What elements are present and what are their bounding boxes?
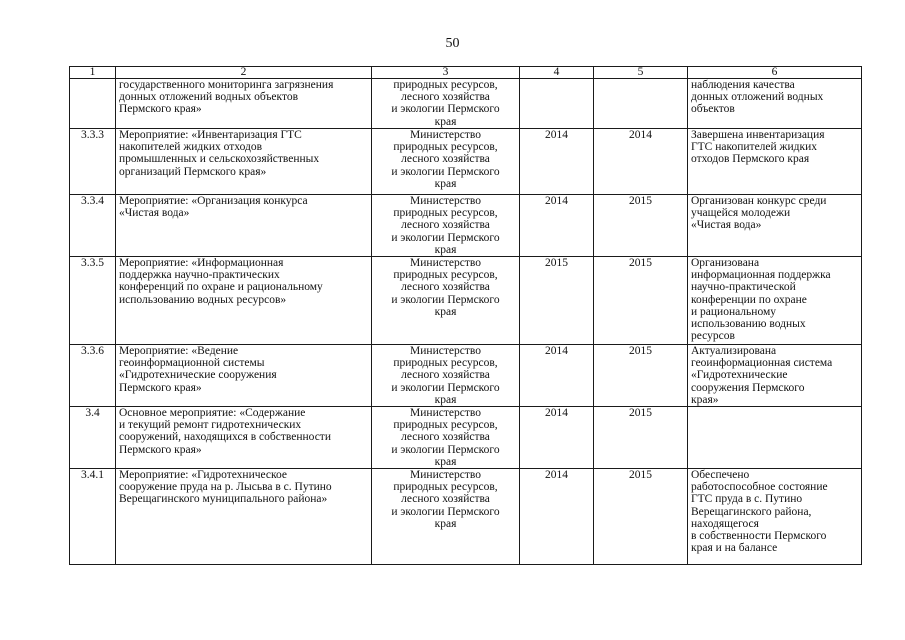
start-year: 2015 — [545, 257, 568, 270]
expected-result: наблюдения качества донных отложений водных объектов — [691, 79, 824, 116]
expected-result: Актуализирована геоинформационная система «Гидротехнические сооружения Пермского края» — [691, 345, 833, 406]
end-year: 2015 — [629, 407, 652, 420]
row-number-cell — [70, 469, 116, 565]
responsible-executor: Министерство природных ресурсов, лесного хозяйства и экологии Пермского края — [391, 257, 500, 318]
table-row — [70, 407, 862, 469]
end-year-cell — [594, 469, 688, 565]
expected-result-cell — [688, 195, 862, 257]
end-year: 2015 — [629, 469, 652, 482]
activity-name-cell — [116, 79, 372, 129]
activity-name-cell — [116, 469, 372, 565]
responsible-executor-cell — [372, 407, 520, 469]
end-year-cell — [594, 129, 688, 195]
row-number: 3.3.5 — [81, 257, 104, 270]
header-row — [70, 67, 862, 79]
responsible-executor: Министерство природных ресурсов, лесного хозяйства и экологии Пермского края — [391, 129, 500, 190]
start-year-cell — [520, 129, 594, 195]
start-year-cell — [520, 469, 594, 565]
table-body — [70, 79, 862, 565]
header-col-2: 2 — [116, 67, 372, 79]
header-col-4: 4 — [520, 67, 594, 79]
header-col-3: 3 — [372, 67, 520, 79]
expected-result-cell — [688, 345, 862, 407]
activity-name: Мероприятие: «Организация конкурса «Чистая вода» — [119, 195, 308, 220]
responsible-executor-cell — [372, 79, 520, 129]
page-number: 50 — [445, 36, 460, 51]
expected-result: Обеспечено работоспособное состояние ГТС пруда в с. Путино Верещагинского района, находящегося в собственности Пермского края и на балансе — [691, 469, 828, 555]
table-row — [70, 345, 862, 407]
start-year-cell — [520, 345, 594, 407]
responsible-executor-cell — [372, 129, 520, 195]
end-year-cell — [594, 407, 688, 469]
responsible-executor-cell — [372, 195, 520, 257]
responsible-executor: Министерство природных ресурсов, лесного хозяйства и экологии Пермского края — [391, 195, 500, 256]
responsible-executor-cell — [372, 345, 520, 407]
activity-name-cell — [116, 195, 372, 257]
start-year-cell — [520, 195, 594, 257]
start-year-cell — [520, 407, 594, 469]
activity-name: Основное мероприятие: «Содержание и текущий ремонт гидротехнических сооружений, находящихся в собственности Пермского края» — [119, 407, 331, 456]
responsible-executor-cell — [372, 257, 520, 345]
expected-result: Завершена инвентаризация ГТС накопителей жидких отходов Пермского края — [691, 129, 825, 166]
activity-name-cell — [116, 129, 372, 195]
row-number-cell — [70, 407, 116, 469]
activity-name-cell — [116, 345, 372, 407]
activity-name: Мероприятие: «Гидротехническое сооружение пруда на р. Лысьва в с. Путино Верещагинского муниципального района» — [119, 469, 332, 506]
expected-result: Организована информационная поддержка научно-практической конференции по охране и рациональному использованию водных ресурсов — [691, 257, 831, 343]
activity-name-cell — [116, 257, 372, 345]
row-number-cell — [70, 345, 116, 407]
start-year: 2014 — [545, 195, 568, 207]
expected-result-cell — [688, 79, 862, 129]
table-header — [70, 67, 862, 79]
header-col-1: 1 — [70, 67, 116, 79]
row-number: 3.3.4 — [81, 195, 104, 207]
end-year: 2015 — [629, 345, 652, 358]
expected-result: Организован конкурс среди учащейся молодежи «Чистая вода» — [691, 195, 827, 232]
start-year: 2014 — [545, 129, 568, 141]
activity-name: Мероприятие: «Ведение геоинформационной системы «Гидротехнические сооружения Пермского края» — [119, 345, 277, 394]
activity-name: Мероприятие: «Информационная поддержка научно-практических конференций по охране и рациональному использованию водных ресурсов» — [119, 257, 323, 306]
end-year-cell — [594, 79, 688, 129]
activity-name-cell — [116, 407, 372, 469]
responsible-executor: Министерство природных ресурсов, лесного хозяйства и экологии Пермского края — [391, 469, 500, 530]
end-year-cell — [594, 257, 688, 345]
activity-name: государственного мониторинга загрязнения донных отложений водных объектов Пермского края» — [119, 79, 334, 116]
activity-name: Мероприятие: «Инвентаризация ГТС накопителей жидких отходов промышленных и сельскохозяйственных организаций Пермского края» — [119, 129, 320, 178]
start-year: 2014 — [545, 469, 568, 482]
responsible-executor-cell — [372, 469, 520, 565]
start-year-cell — [520, 79, 594, 129]
table-row — [70, 469, 862, 565]
row-number-cell — [70, 195, 116, 257]
start-year: 2014 — [545, 345, 568, 358]
expected-result-cell — [688, 129, 862, 195]
row-number: 3.3.6 — [81, 345, 104, 358]
table-row — [70, 257, 862, 345]
row-number-cell — [70, 129, 116, 195]
row-number-cell — [70, 257, 116, 345]
end-year-cell — [594, 345, 688, 407]
program-activities-table — [69, 66, 862, 565]
start-year: 2014 — [545, 407, 568, 420]
expected-result-cell — [688, 257, 862, 345]
row-number: 3.4.1 — [81, 469, 104, 482]
expected-result-cell — [688, 469, 862, 565]
start-year-cell — [520, 257, 594, 345]
end-year: 2015 — [629, 195, 652, 207]
header-col-6: 6 — [688, 67, 862, 79]
row-number: 3.3.3 — [81, 129, 104, 141]
table-row — [70, 79, 862, 129]
end-year: 2014 — [629, 129, 652, 141]
responsible-executor: природных ресурсов, лесного хозяйства и экологии Пермского края — [391, 79, 500, 128]
responsible-executor: Министерство природных ресурсов, лесного хозяйства и экологии Пермского края — [391, 345, 500, 406]
expected-result-cell — [688, 407, 862, 469]
end-year: 2015 — [629, 257, 652, 270]
table-row — [70, 195, 862, 257]
end-year-cell — [594, 195, 688, 257]
row-number: 3.4 — [85, 407, 100, 420]
responsible-executor: Министерство природных ресурсов, лесного хозяйства и экологии Пермского края — [391, 407, 500, 468]
row-number-cell — [70, 79, 116, 129]
table-row — [70, 129, 862, 195]
header-col-5: 5 — [594, 67, 688, 79]
